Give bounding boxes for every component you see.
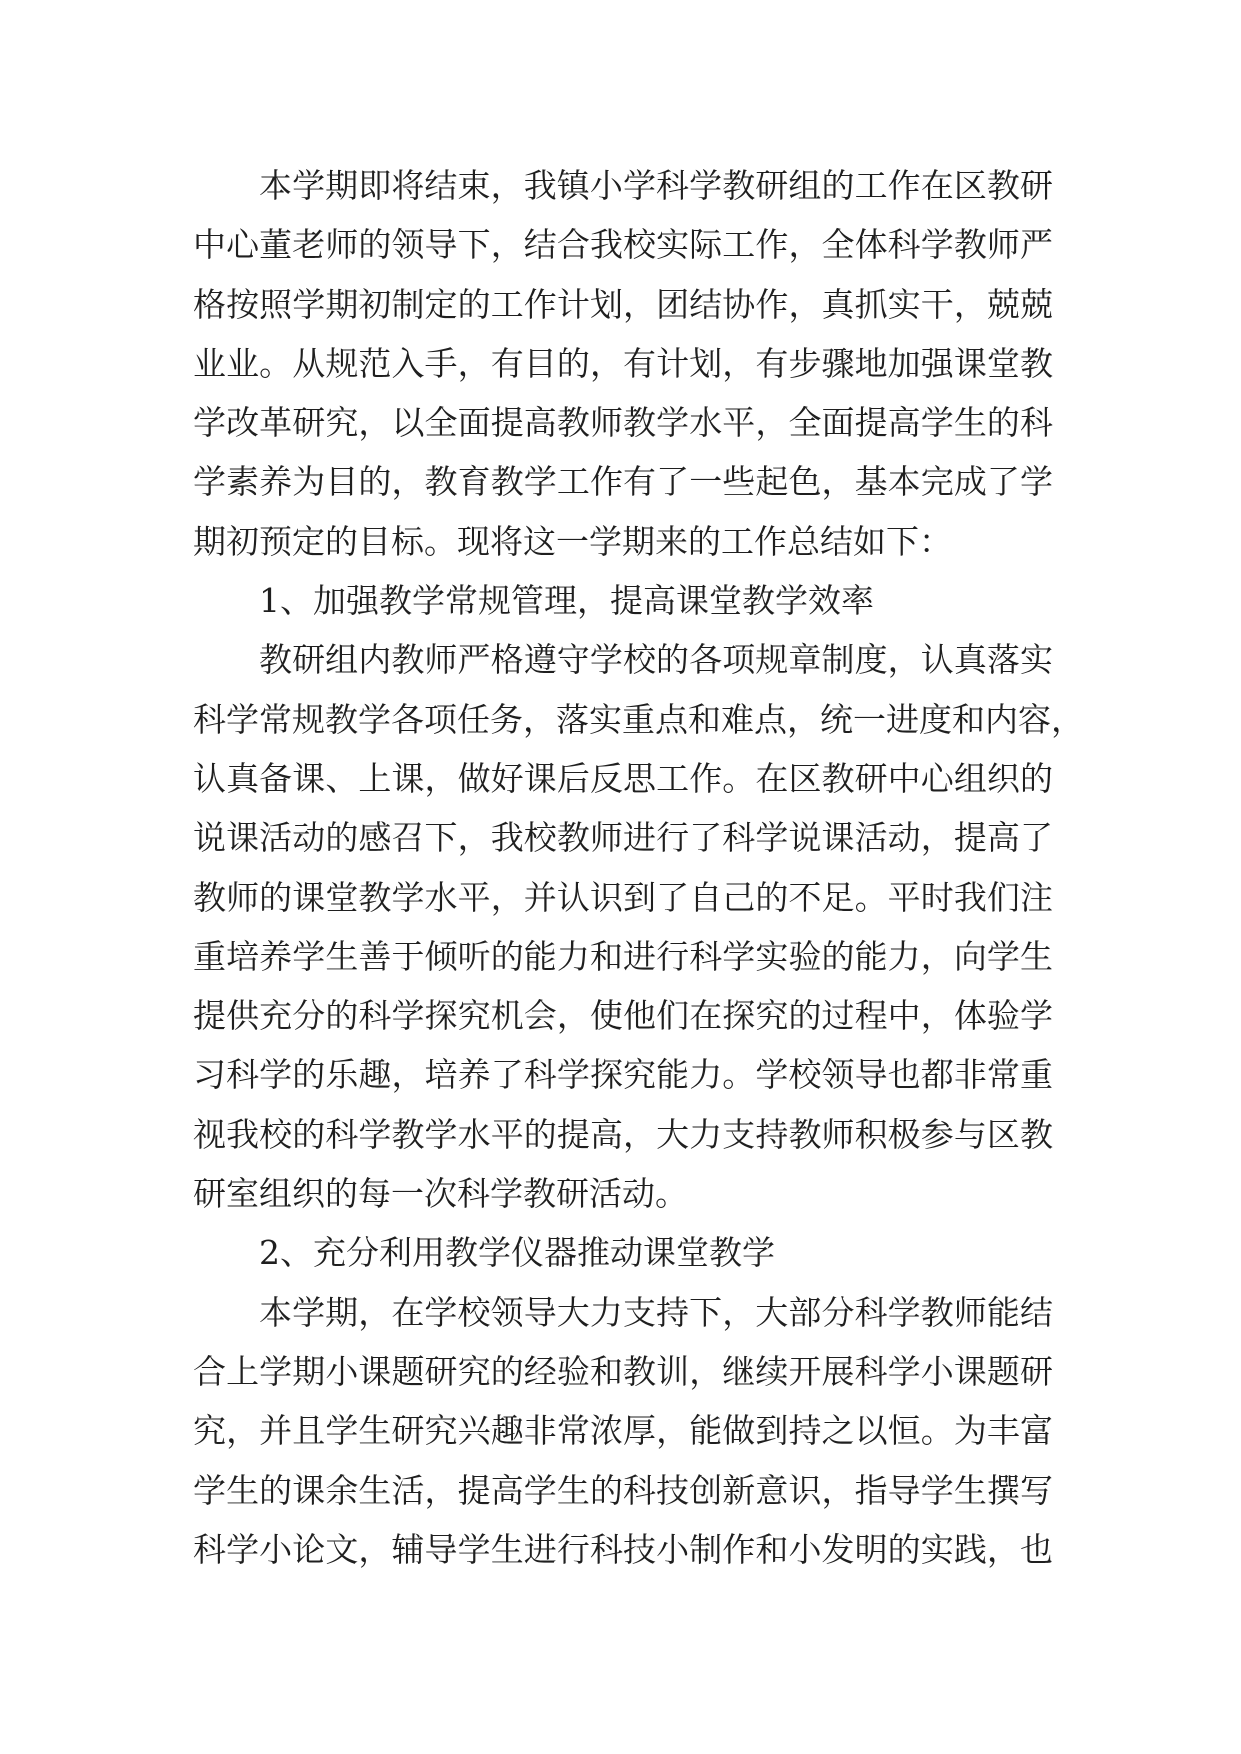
paragraph-intro bbox=[193, 156, 1053, 571]
text-line: 重培养学生善于倾听的能力和进行科学实验的能力，向学生 bbox=[193, 936, 1053, 976]
text-line: 认真备课、上课，做好课后反思工作。在区教研中心组织的 bbox=[193, 758, 1053, 798]
text-line: 本学期即将结束，我镇小学科学教研组的工作在区教研 bbox=[259, 166, 1053, 205]
text-line: 学改革研究，以全面提高教师教学水平，全面提高学生的科 bbox=[193, 403, 1053, 443]
text-line: 视我校的科学教学水平的提高，大力支持教师积极参与区教 bbox=[193, 1114, 1053, 1154]
document-body bbox=[193, 156, 1084, 1579]
text-line: 教师的课堂教学水平，并认识到了自己的不足。平时我们注 bbox=[193, 877, 1053, 917]
paragraph-section-2 bbox=[193, 1283, 1053, 1579]
text-line: 合上学期小课题研究的经验和教训，继续开展科学小课题研 bbox=[193, 1351, 1053, 1391]
text-line: 科学常规教学各项任务，落实重点和难点，统一进度和内容， bbox=[193, 699, 1084, 739]
text-line: 科学小论文，辅导学生进行科技小制作和小发明的实践，也 bbox=[193, 1529, 1053, 1569]
section-heading-1: 1、加强教学常规管理，提高课堂教学效率 bbox=[259, 581, 874, 621]
text-line: 学素养为目的，教育教学工作有了一些起色，基本完成了学 bbox=[193, 462, 1053, 502]
section-heading-2: 2、充分利用教学仪器推动课堂教学 bbox=[259, 1233, 775, 1273]
text-line: 本学期，在学校领导大力支持下，大部分科学教师能结 bbox=[259, 1292, 1053, 1332]
text-line: 格按照学期初制定的工作计划，团结协作，真抓实干，兢兢 bbox=[193, 284, 1053, 324]
text-line: 习科学的乐趣，培养了科学探究能力。学校领导也都非常重 bbox=[193, 1055, 1053, 1095]
text-line: 期初预定的目标。现将这一学期来的工作总结如下： bbox=[193, 521, 952, 561]
paragraph-section-1 bbox=[193, 630, 1084, 1223]
text-line: 业业。从规范入手，有目的，有计划，有步骤地加强课堂教 bbox=[193, 343, 1053, 383]
text-line: 究，并且学生研究兴趣非常浓厚，能做到持之以恒。为丰富 bbox=[193, 1411, 1053, 1451]
text-line: 中心董老师的领导下，结合我校实际工作，全体科学教师严 bbox=[193, 225, 1053, 265]
text-line: 学生的课余生活，提高学生的科技创新意识，指导学生撰写 bbox=[193, 1470, 1053, 1510]
text-line: 说课活动的感召下，我校教师进行了科学说课活动，提高了 bbox=[193, 818, 1053, 858]
text-line: 研室组织的每一次科学教研活动。 bbox=[193, 1174, 688, 1214]
text-line: 提供充分的科学探究机会，使他们在探究的过程中，体验学 bbox=[193, 996, 1053, 1036]
text-line: 教研组内教师严格遵守学校的各项规章制度，认真落实 bbox=[259, 640, 1053, 680]
